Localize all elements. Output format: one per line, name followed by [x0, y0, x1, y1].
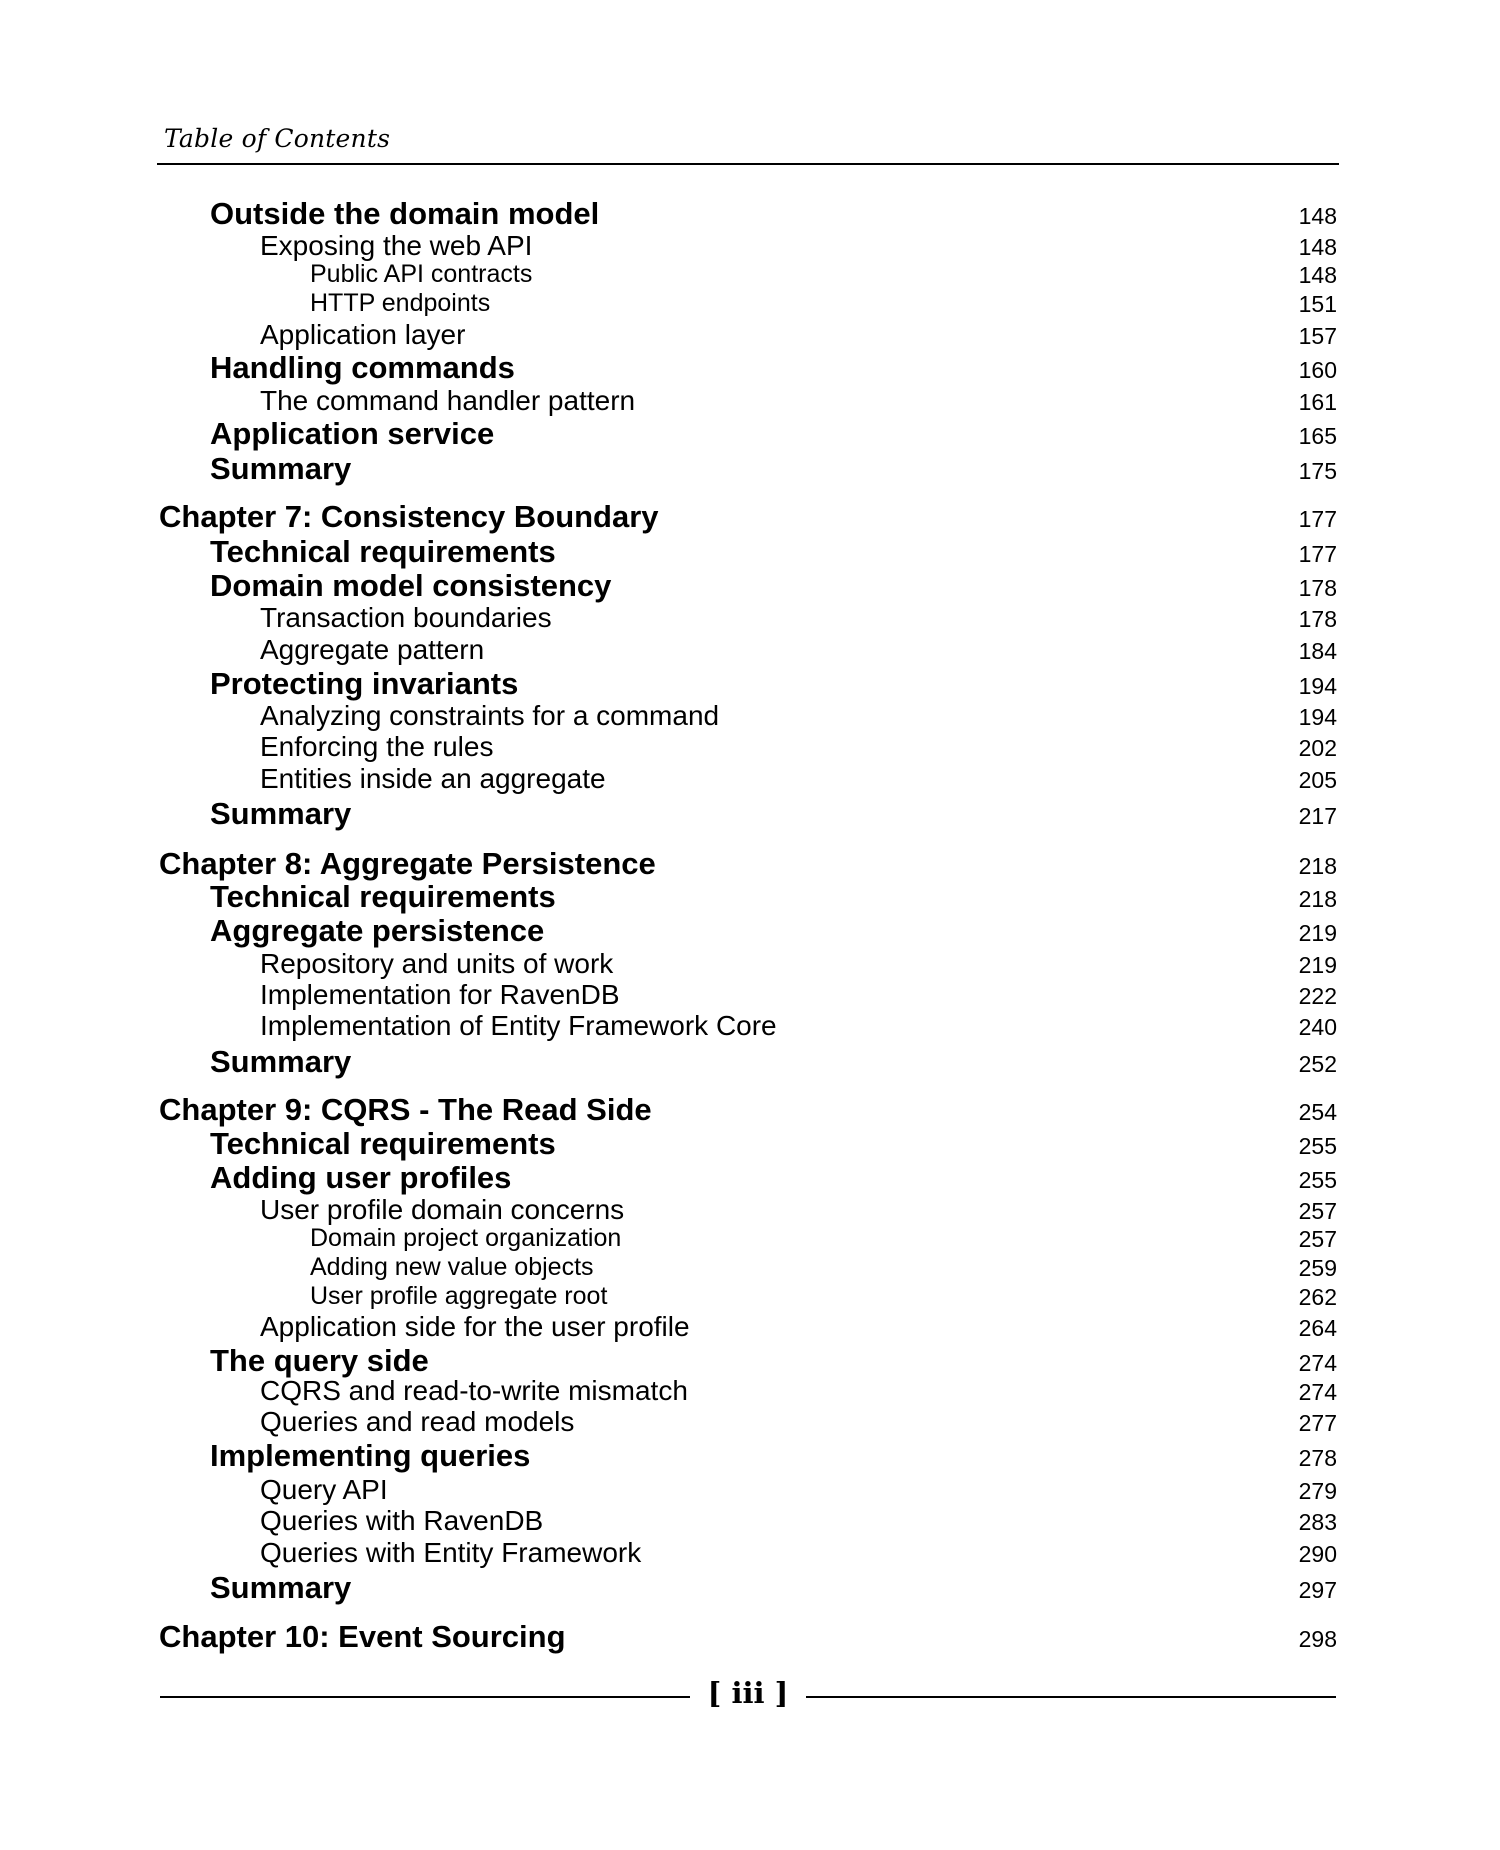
toc-entry-page: 257	[1298, 1226, 1337, 1252]
toc-entry-title: The command handler pattern	[260, 385, 636, 416]
toc-entry-page: 262	[1298, 1284, 1337, 1310]
toc-entry-title: Protecting invariants	[210, 666, 519, 701]
toc-entry-page: 259	[1298, 1255, 1337, 1281]
toc-entry-page: 218	[1298, 886, 1337, 912]
toc-entry-title: Technical requirements	[210, 1126, 556, 1161]
running-head: Table of Contents	[164, 124, 391, 153]
toc-entry-page: 184	[1298, 638, 1337, 664]
toc-entry-title: Exposing the web API	[260, 230, 533, 261]
toc-entry-page: 254	[1298, 1099, 1337, 1125]
toc-entry-title: Chapter 8: Aggregate Persistence	[159, 846, 656, 881]
toc-entry-title: Technical requirements	[210, 879, 556, 914]
toc-entry-title: Implementation for RavenDB	[260, 979, 620, 1010]
toc-entry-title: Queries with Entity Framework	[260, 1537, 642, 1568]
toc-entry-page: 279	[1298, 1478, 1337, 1504]
toc-entry-title: Summary	[210, 796, 352, 831]
toc-entry-page: 240	[1298, 1014, 1337, 1040]
toc-entry-page: 274	[1298, 1379, 1337, 1405]
toc-entry-page: 219	[1298, 952, 1337, 978]
toc-entry-title: Application service	[210, 416, 495, 451]
toc-entry-page: 148	[1298, 203, 1337, 229]
toc-entry-title: Repository and units of work	[260, 948, 614, 979]
toc-entry-page: 290	[1298, 1541, 1337, 1567]
toc-entry-title: Application side for the user profile	[260, 1311, 690, 1342]
toc-entry-title: Implementing queries	[210, 1438, 531, 1473]
toc-entry-page: 278	[1298, 1445, 1337, 1471]
toc-entry-page: 148	[1298, 234, 1337, 260]
toc-entry-page: 160	[1298, 357, 1337, 383]
toc-entry-page: 297	[1298, 1577, 1337, 1603]
toc-entry-title: The query side	[210, 1343, 429, 1378]
toc-entry-title: Queries with RavenDB	[260, 1505, 544, 1536]
footer-rule-left	[160, 1696, 690, 1698]
toc-entry-page: 255	[1298, 1167, 1337, 1193]
toc-entry-title: Enforcing the rules	[260, 731, 494, 762]
toc-entry-page: 202	[1298, 735, 1337, 761]
toc-entry-title: Aggregate persistence	[210, 913, 545, 948]
toc-entry-page: 157	[1298, 323, 1337, 349]
toc-entry-page: 148	[1298, 262, 1337, 288]
toc-entry-title: Implementation of Entity Framework Core	[260, 1010, 777, 1041]
toc-entry-page: 178	[1298, 606, 1337, 632]
toc-entry-title: Technical requirements	[210, 534, 556, 569]
toc-entry-title: User profile aggregate root	[310, 1282, 608, 1310]
toc-entry-page: 165	[1298, 423, 1337, 449]
page-number: [ iii ]	[707, 1676, 789, 1710]
toc-entry-page: 151	[1298, 291, 1337, 317]
toc-entry-title: User profile domain concerns	[260, 1194, 625, 1225]
toc-entry-page: 194	[1298, 673, 1337, 699]
toc-entry-page: 218	[1298, 853, 1337, 879]
toc-entry-title: Application layer	[260, 319, 466, 350]
toc-entry-title: Adding new value objects	[310, 1253, 594, 1281]
toc-entry-title: Chapter 7: Consistency Boundary	[159, 499, 659, 534]
toc-entry-title: CQRS and read-to-write mismatch	[260, 1375, 688, 1406]
toc-entry-title: Query API	[260, 1474, 388, 1505]
toc-entry-page: 178	[1298, 575, 1337, 601]
toc-entry-page: 277	[1298, 1410, 1337, 1436]
toc-entry-page: 255	[1298, 1133, 1337, 1159]
toc-entry-title: Summary	[210, 1044, 352, 1079]
toc-entry-page: 161	[1298, 389, 1337, 415]
toc-entry-title: Analyzing constraints for a command	[260, 700, 720, 731]
toc-entry-page: 257	[1298, 1198, 1337, 1224]
toc-entry-title: Transaction boundaries	[260, 602, 552, 633]
toc-entry-title: Outside the domain model	[210, 196, 600, 231]
toc-entry-page: 205	[1298, 767, 1337, 793]
toc-entry-page: 219	[1298, 920, 1337, 946]
toc-entry-title: Queries and read models	[260, 1406, 575, 1437]
toc-entry-title: Domain project organization	[310, 1224, 622, 1252]
toc-entry-title: Summary	[210, 1570, 352, 1605]
toc-entry-page: 175	[1298, 458, 1337, 484]
toc-entry-title: Summary	[210, 451, 352, 486]
toc-entry-title: Entities inside an aggregate	[260, 763, 606, 794]
footer-rule-right	[806, 1696, 1336, 1698]
toc-entry-title: HTTP endpoints	[310, 289, 491, 317]
toc-entry-page: 177	[1298, 541, 1337, 567]
toc-entry-page: 298	[1298, 1626, 1337, 1652]
toc-entry-title: Handling commands	[210, 350, 515, 385]
toc-entry-title: Adding user profiles	[210, 1160, 512, 1195]
toc-entry-page: 274	[1298, 1350, 1337, 1376]
toc-entry-title: Public API contracts	[310, 260, 533, 288]
toc-entry-title: Chapter 10: Event Sourcing	[159, 1619, 566, 1654]
toc-entry-title: Chapter 9: CQRS - The Read Side	[159, 1092, 652, 1127]
toc-entry-page: 222	[1298, 983, 1337, 1009]
toc-entry-page: 177	[1298, 506, 1337, 532]
toc-entry-title: Domain model consistency	[210, 568, 612, 603]
toc-entry-page: 283	[1298, 1509, 1337, 1535]
toc-entry-page: 252	[1298, 1051, 1337, 1077]
toc-entry-title: Aggregate pattern	[260, 634, 485, 665]
toc-entry-page: 194	[1298, 704, 1337, 730]
toc-entry-page: 264	[1298, 1315, 1337, 1341]
toc-entry-page: 217	[1298, 803, 1337, 829]
